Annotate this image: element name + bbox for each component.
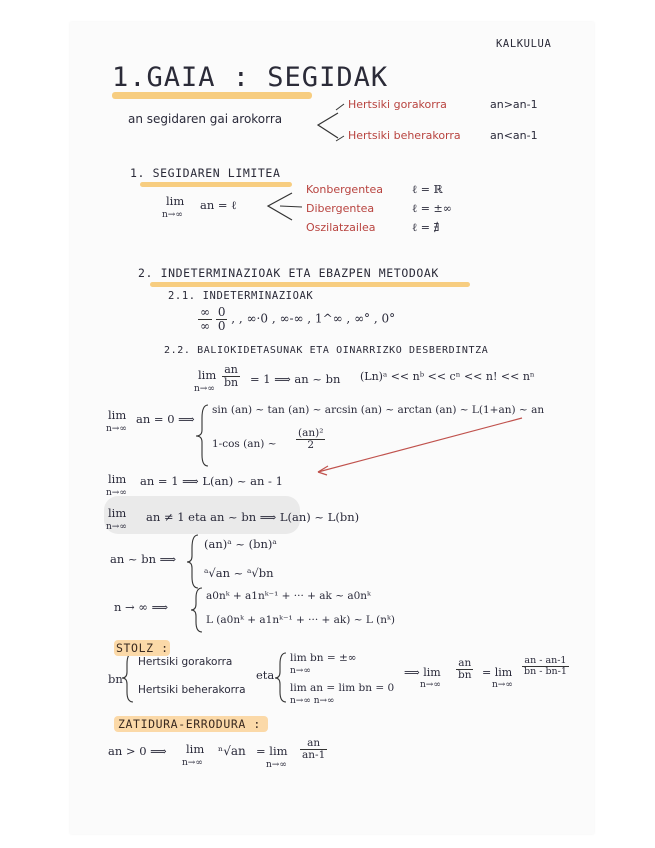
s1-cond-1: ℓ = ℝ <box>412 183 443 196</box>
eq2-equivalences: sin (an) ~ tan (an) ~ arcsin (an) ~ arctan (an) ~ L(1+an) ~ an <box>212 404 545 416</box>
indeterminations: $\frac{\infty}{\infty}$ $\frac{0}{0}$ , , ∞·0 , ∞-∞ , 1^∞ , ∞° , 0° <box>200 305 396 333</box>
zat-lim-sub: n→∞ <box>182 758 203 768</box>
stolz-bn: bn <box>108 672 123 686</box>
s1-expr: an = ℓ <box>200 198 237 212</box>
eq2-left: an = 0 ⟹ <box>136 412 195 426</box>
eq2-cos-frac: $\frac{\text{(an)²}}{2}$ <box>298 427 324 452</box>
zat-left: an > 0 ⟹ <box>108 744 167 758</box>
stolz-result-frac2: $\frac{an - an-1}{bn - bn-1}$ <box>524 655 567 677</box>
eq1-sub: n→∞ <box>194 384 215 394</box>
stolz-result-sub2: n→∞ <box>492 680 513 690</box>
page-title: 1.GAIA : SEGIDAK <box>112 62 389 93</box>
zat-heading: ZATIDURA-ERRODURA : <box>118 717 261 731</box>
s1-lim: lim <box>166 194 185 208</box>
course-label: KALKULUA <box>496 38 552 50</box>
intro-cond-2: an<an-1 <box>490 129 538 142</box>
stolz-lim1: lim bn = ±∞ <box>290 652 357 664</box>
stolz-eta: eta <box>256 668 275 682</box>
eq6-log: L (a0nᵏ + a1nᵏ⁻¹ + ··· + ak) ~ L (nᵏ) <box>206 614 395 626</box>
s2-highlight <box>150 282 470 287</box>
stolz-cond-a: Hertsiki gorakorra <box>138 656 233 668</box>
zat-frac: $\frac{an}{an-1}$ <box>302 737 326 762</box>
eq4-sub: n→∞ <box>106 522 127 532</box>
eq6-left: n → ∞ ⟹ <box>114 600 169 614</box>
s1-highlight <box>140 182 292 187</box>
intro-item-2: Hertsiki beherakorra <box>348 129 461 142</box>
stolz-result-frac1: $\frac{an}{bn}$ <box>458 657 472 682</box>
eq2-sub: n→∞ <box>106 424 127 434</box>
eq4-lim: lim <box>108 506 127 520</box>
zat-sub2: n→∞ <box>266 760 287 770</box>
eq5-roots: ᵃ√an ~ ᵃ√bn <box>204 566 274 580</box>
stolz-cond-b: Hertsiki beherakorra <box>138 684 246 696</box>
stolz-heading: STOLZ : <box>116 641 169 655</box>
eq5-powers: (an)ᵃ ~ (bn)ᵃ <box>204 537 277 551</box>
s2-sub1: 2.1. INDETERMINAZIOAK <box>168 290 314 302</box>
eq3-sub: n→∞ <box>106 488 127 498</box>
s1-heading: 1. SEGIDAREN LIMITEA <box>130 166 281 180</box>
eq3: an = 1 ⟹ L(an) ~ an - 1 <box>140 474 283 488</box>
eq6-poly: a0nᵏ + a1nᵏ⁻¹ + ··· + ak ~ a0nᵏ <box>206 590 371 602</box>
stolz-lim2: lim an = lim bn = 0 <box>290 682 395 694</box>
s2-sub2: 2.2. BALIOKIDETASUNAK ETA OINARRIZKO DESBERDINTZA <box>164 345 489 356</box>
eq1-rest: = 1 ⟹ an ~ bn <box>250 372 341 386</box>
growth-inequality: (Ln)ᵃ << nᵇ << cⁿ << n! << nⁿ <box>360 370 535 383</box>
zat-lim: lim <box>186 742 205 756</box>
eq4: an ≠ 1 eta an ~ bn ⟹ L(an) ~ L(bn) <box>146 510 360 524</box>
zat-eq: = lim <box>256 744 288 758</box>
s1-item-1: Konbergentea <box>306 183 383 196</box>
title-highlight <box>112 92 312 99</box>
s1-item-3: Oszilatzailea <box>306 221 376 234</box>
eq2-lim: lim <box>108 408 127 422</box>
s1-lim-sub: n→∞ <box>162 210 183 220</box>
stolz-lim2-sub: n→∞ n→∞ <box>290 696 335 706</box>
intro-item-1: Hertsiki gorakorra <box>348 98 447 111</box>
s1-cond-3: ℓ = ∄ <box>412 221 440 234</box>
eq3-lim: lim <box>108 472 127 486</box>
s1-cond-2: ℓ = ±∞ <box>412 202 452 215</box>
intro-cond-1: an>an-1 <box>490 98 538 111</box>
stolz-result-eq: = lim <box>482 666 513 679</box>
stolz-result-sub: n→∞ <box>420 680 441 690</box>
eq1-lim: lim <box>198 368 217 382</box>
eq1-frac: $\frac{an}{bn}$ <box>224 363 239 389</box>
s2-heading: 2. INDETERMINAZIOAK ETA EBAZPEN METODOAK <box>138 266 439 280</box>
eq2-cos: 1-cos (an) ~ <box>212 438 277 450</box>
intro-text: an segidaren gai arokorra <box>128 112 283 126</box>
eq5-left: an ~ bn ⟹ <box>110 552 177 566</box>
stolz-result-lim: ⟹ lim <box>404 666 441 679</box>
zat-root: ⁿ√an <box>218 744 246 758</box>
s1-item-2: Dibergentea <box>306 202 375 215</box>
stolz-lim1-sub: n→∞ <box>290 666 311 676</box>
